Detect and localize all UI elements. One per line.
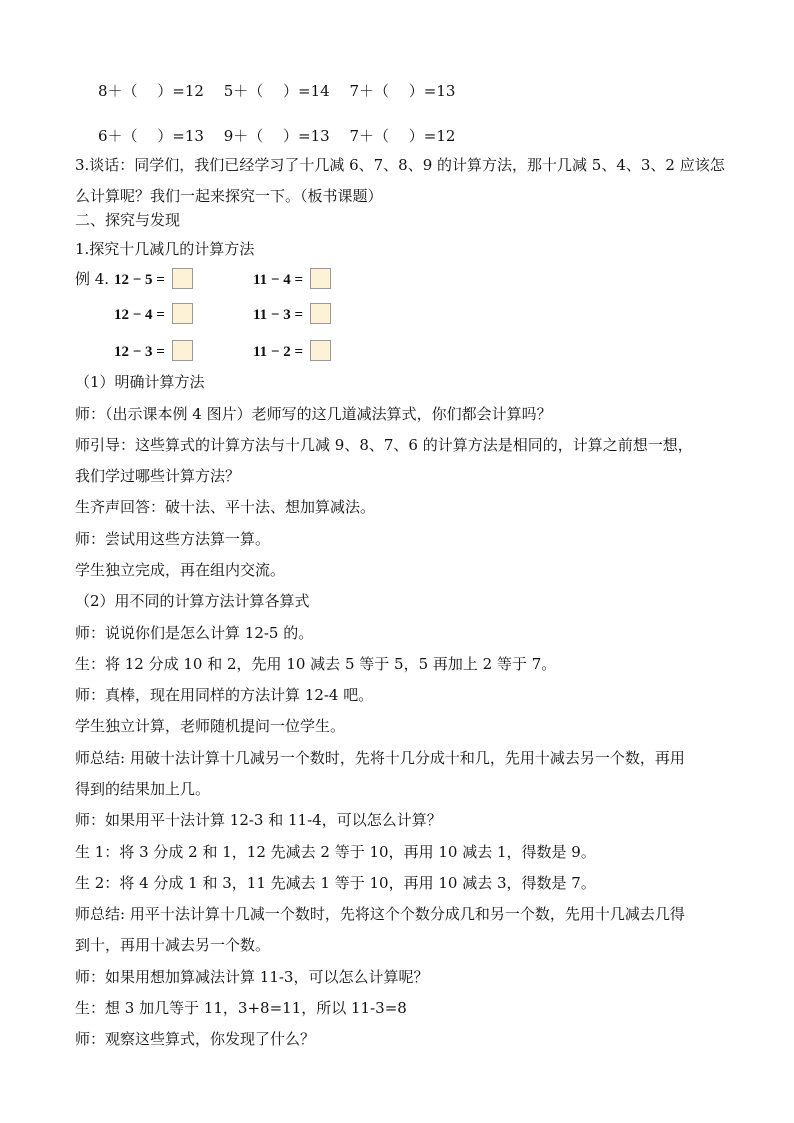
text-line: 师：说说你们是怎么计算 12-5 的。	[75, 624, 314, 642]
text-line: 师：真棒，现在用同样的方法计算 12-4 吧。	[75, 686, 374, 704]
text-line: 生齐声回答：破十法、平十法、想加算减法。	[75, 498, 376, 516]
equation: 11 − 2 =	[253, 344, 304, 360]
answer-box[interactable]	[172, 303, 193, 324]
text-line: 我们学过哪些计算方法？	[75, 467, 241, 485]
text-line: 学生独立完成，再在组内交流。	[75, 561, 286, 579]
text-line: 生：想 3 加几等于 11，3+8=11，所以 11-3=8	[75, 999, 407, 1017]
equation: 12 − 4 =	[114, 307, 165, 323]
fill-in-row-2: 6＋（ ）=13 9＋（ ）=13 7＋（ ）=12	[98, 127, 456, 145]
equation: 12 − 5 =	[114, 272, 165, 288]
fill-in-row-1: 8＋（ ）=12 5＋（ ）=14 7＋（ ）=13	[98, 82, 456, 100]
answer-box[interactable]	[310, 303, 331, 324]
text-line: 师总结: 用平十法计算十几减一个数时，先将这个个数分成几和另一个数，先用十几减去几得	[75, 905, 685, 923]
text-line: 师总结: 用破十法计算十几减另一个数时，先将十几分成十和几，先用十减去另一个数，再用	[75, 749, 685, 767]
intro-talk-paragraph: 3.谈话：同学们，我们已经学习了十几减 6、7、8、9 的计算方法，那十几减 5、4、3、2 应该怎么计算呢？我们一起来探究一下。（板书课题）	[75, 156, 725, 205]
text-line: 学生独立计算，老师随机提问一位学生。	[75, 717, 346, 735]
subsection-heading: 1.探究十几减几的计算方法	[75, 240, 255, 258]
text-line: （1）明确计算方法	[75, 373, 205, 391]
equation: 11 − 4 =	[253, 272, 304, 288]
text-line: 生 1：将 3 分成 2 和 1，12 先减去 2 等于 10，再用 10 减去 1，得数是 9。	[75, 843, 596, 861]
text-line: 到十，再用十减去另一个数。	[75, 936, 271, 954]
text-line: 师：观察这些算式，你发现了什么？	[75, 1030, 316, 1048]
text-line: 师：如果用想加算减法计算 11-3，可以怎么计算呢？	[75, 968, 429, 986]
section-heading: 二、探究与发现	[75, 211, 181, 229]
text-line: 师：尝试用这些方法算一算。	[75, 530, 271, 548]
answer-box[interactable]	[310, 268, 331, 289]
text-line: 师：如果用平十法计算 12-3 和 11-4，可以怎么计算？	[75, 811, 442, 829]
equation: 11 − 3 =	[253, 307, 304, 323]
text-line: （2）用不同的计算方法计算各算式	[75, 592, 310, 610]
text-line: 生 2：将 4 分成 1 和 3，11 先减去 1 等于 10，再用 10 减去 3，得数是 7。	[75, 874, 596, 892]
text-line: 得到的结果加上几。	[75, 780, 211, 798]
answer-box[interactable]	[310, 340, 331, 361]
answer-box[interactable]	[172, 268, 193, 289]
answer-box[interactable]	[172, 340, 193, 361]
example-label: 例 4.	[75, 270, 110, 288]
text-line: 师：（出示课本例 4 图片）老师写的这几道减法算式，你们都会计算吗？	[75, 405, 552, 423]
text-line: 师引导：这些算式的计算方法与十几减 9、8、7、6 的计算方法是相同的，计算之前想一想，	[75, 436, 693, 454]
equation: 12 − 3 =	[114, 344, 165, 360]
text-line: 生：将 12 分成 10 和 2，先用 10 减去 5 等于 5，5 再加上 2 等于 7。	[75, 655, 557, 673]
